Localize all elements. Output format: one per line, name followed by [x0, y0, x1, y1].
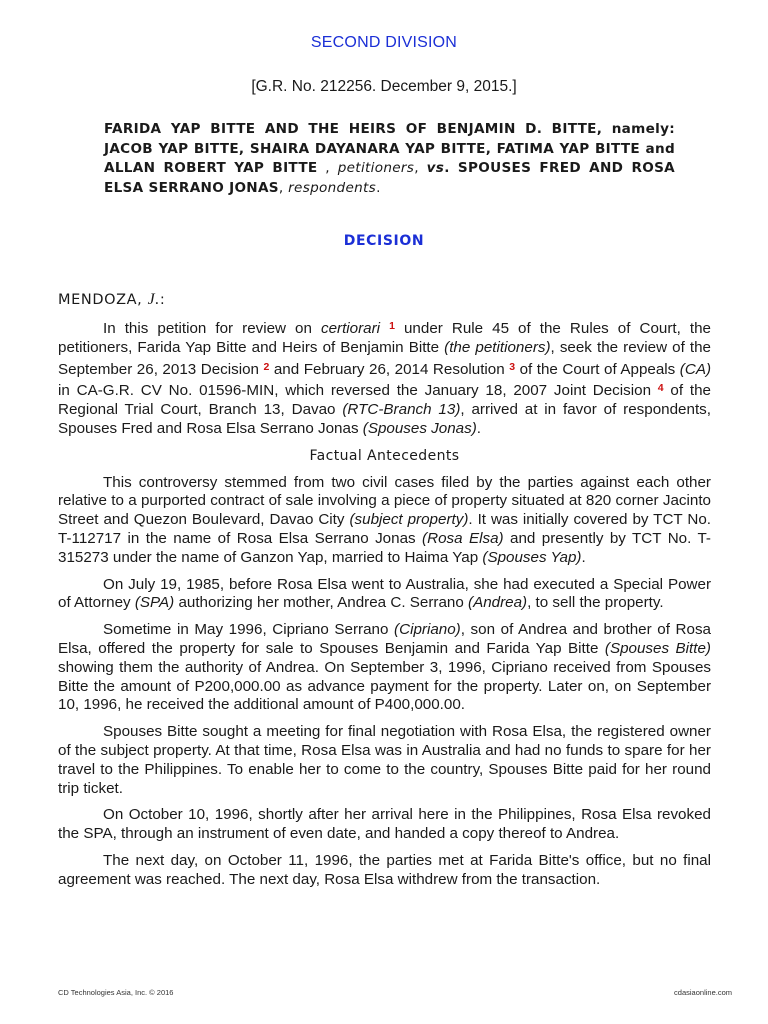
- footnote-link-1[interactable]: 1: [389, 320, 395, 332]
- paragraph-1: [58, 317, 711, 439]
- parties-sep: .: [444, 160, 458, 176]
- paragraph-5: Spouses Bitte sought a meeting for final negotiation with Rosa Elsa, the registered owner of the subject property. At that time, Rosa Elsa was in Australia and had no funds to spare for her travel to the Philippines. To enable her to come to the country, Spouses Bitte paid for her round trip ticket.: [58, 723, 711, 797]
- paragraph-6: On October 10, 1996, shortly after her arrival here in the Philippines, Rosa Elsa revoked the SPA, through an instrument of even date, and handed a copy thereof to Andrea.: [58, 806, 711, 843]
- text-run: This controversy stemmed from two civil cases filed by the parties against each other relative to a purported contract of sale involving a piece of property situated at 820 corner Jacinto Street and Quezon Boulevard, Davao City: [58, 473, 711, 529]
- text-run: authorizing her mother, Andrea C. Serrano: [174, 594, 469, 612]
- parties-sep: ,: [414, 160, 427, 176]
- text-run: .: [581, 548, 586, 566]
- parties-sep: ,: [317, 160, 338, 176]
- section-heading-factual: Factual Antecedents: [309, 447, 460, 464]
- respondents-names: SPOUSES FRED AND ROSA ELSA SERRANO JONAS: [104, 160, 675, 196]
- text-run: On July 19, 1985, before Rosa Elsa went to Australia, she had executed a Special Power of Attorney: [58, 575, 711, 612]
- text-italic: certiorari: [320, 320, 381, 337]
- decision-title: DECISION: [343, 233, 425, 249]
- footnote-link-4[interactable]: 4: [657, 382, 664, 395]
- paragraph-3: [58, 576, 711, 614]
- ponente-name: MENDOZA,: [58, 292, 148, 308]
- ponente: [58, 291, 165, 309]
- parties-sep: ,: [278, 179, 289, 196]
- text-run: , seek the review of the September 26, 2013 Decision: [58, 338, 711, 378]
- text-run: of the Court of Appeals: [515, 360, 680, 378]
- text-italic: (Spouses Yap): [482, 548, 582, 566]
- footnote-link-3[interactable]: 3: [509, 360, 516, 373]
- respondents-label: respondents: [288, 179, 377, 196]
- text-italic: (Spouses Jonas): [362, 419, 477, 437]
- footer-copyright: CD Technologies Asia, Inc. © 2016: [58, 988, 174, 997]
- paragraph-4: [58, 621, 711, 715]
- text-run: Sometime in May 1996, Cipriano Serrano: [103, 621, 395, 639]
- case-parties: [104, 120, 675, 198]
- text-italic: (Rosa Elsa): [422, 529, 504, 547]
- text-run: .: [476, 419, 481, 437]
- text-run: , son of Andrea and brother of Rosa Elsa, offered the property for sale to Spouses Benjamin and Farida Yap Bitte: [58, 621, 711, 657]
- text-italic: (Cipriano): [394, 621, 461, 639]
- text-run: showing them the authority of Andrea. On September 3, 1996, Cipriano received from Spouses Bitte the amount of P200,000.00 as advance payment for the property. Later on, on September 10, 1996, he received the additional amount of P400,000.00.: [58, 658, 711, 714]
- text-italic: (subject property): [349, 511, 469, 529]
- ponente-colon: :: [159, 292, 166, 308]
- decision-body: [58, 317, 711, 898]
- text-italic: (Andrea): [468, 594, 528, 612]
- text-italic: (CA): [679, 360, 712, 378]
- footnote-link-2[interactable]: 2: [263, 360, 270, 373]
- paragraph-7: The next day, on October 11, 1996, the parties met at Farida Bitte's office, but no final agreement was reached. The next day, Rosa Elsa withdrew from the transaction.: [58, 851, 711, 888]
- footer-site-link[interactable]: cdasiaonline.com: [674, 988, 732, 997]
- text-run: under Rule 45 of the Rules of Court, the petitioners, Farida Yap Bitte and Heirs of Benjamin Bitte: [58, 320, 711, 356]
- versus-label: vs: [426, 160, 445, 176]
- text-italic: (the petitioners): [444, 338, 551, 356]
- ponente-title: J.: [147, 291, 160, 308]
- parties-end: .: [376, 179, 381, 196]
- text-run: . It was initially covered by TCT No. T-112717 in the name of Rosa Elsa Serrano Jonas: [58, 511, 712, 547]
- text-italic: (SPA): [134, 594, 175, 612]
- text-run: , to sell the property.: [527, 594, 664, 612]
- text-run: in CA-G.R. CV No. 01596-MIN, which reversed the January 18, 2007 Joint Decision: [58, 382, 658, 400]
- text-run: , arrived at in favor of respondents, Spouses Fred and Rosa Elsa Serrano Jonas: [58, 401, 711, 437]
- text-italic: (RTC-Branch 13): [342, 401, 461, 419]
- text-run: and presently by TCT No. T-315273 under the name of Ganzon Yap, married to Haima Yap: [58, 529, 711, 566]
- text-run: of the Regional Trial Court, Branch 13, Davao: [58, 382, 711, 419]
- petitioners-names: FARIDA YAP BITTE AND THE HEIRS OF BENJAMIN D. BITTE, namely: JACOB YAP BITTE, SHAIRA DAYANARA YAP BITTE, FATIMA YAP BITTE and ALLAN ROBERT YAP BITTE: [104, 121, 675, 176]
- petitioners-label: petitioners: [337, 160, 415, 176]
- case-number: [G.R. No. 212256. December 9, 2015.]: [251, 78, 517, 95]
- text-run: and February 26, 2014 Resolution: [269, 360, 510, 378]
- text-italic: (Spouses Bitte): [604, 639, 711, 657]
- division-heading: SECOND DIVISION: [310, 34, 458, 51]
- paragraph-2: [58, 474, 711, 568]
- text-run: In this petition for review on: [103, 320, 321, 337]
